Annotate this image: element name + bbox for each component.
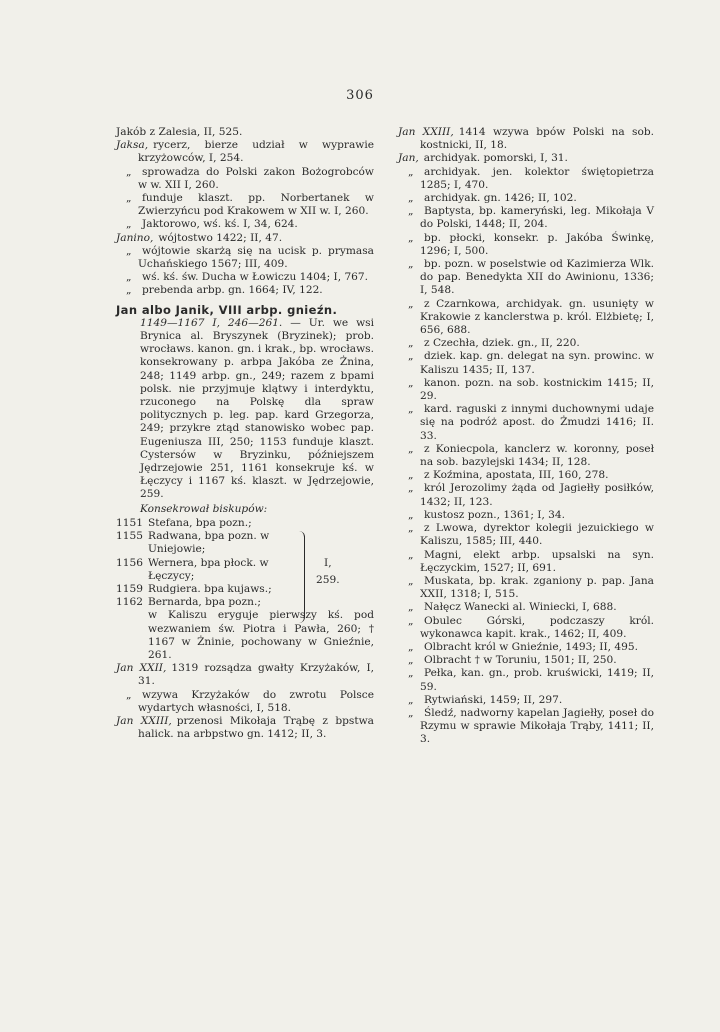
- entry-text: kustosz pozn., 1361; I, 34.: [424, 508, 566, 521]
- index-entry: [398, 549, 654, 575]
- index-entry: [116, 166, 374, 192]
- index-entry: [116, 192, 374, 218]
- bishop-row: [116, 596, 374, 609]
- index-entry: [398, 469, 654, 482]
- index-entry: [116, 139, 374, 165]
- entry-text: Baptysta, bp. kameryński, leg. Mikołaja V do Polski, 1448; II, 204.: [420, 205, 654, 231]
- index-entry: [398, 152, 654, 165]
- entry-prefix: „: [408, 350, 414, 363]
- entry-prefix: „: [126, 271, 132, 284]
- left-entries: [116, 126, 374, 298]
- entry-prefix: „: [408, 482, 414, 495]
- entry-text: rycerz, bierze udział w wyprawie krzyżowców, I, 254.: [138, 139, 374, 165]
- index-entry: [398, 615, 654, 641]
- entry-text: z Lwowa, dyrektor kolegii jezuickiego w Kaliszu, 1585; III, 440.: [420, 522, 654, 548]
- entry-prefix: „: [126, 165, 132, 178]
- index-entry: [398, 232, 654, 258]
- after-bishops-text: w Kaliszu eryguje pierwszy kś. pod wezwaniem św. Piotra i Pawła, 260; † 1167 w Żninie, pochowany w Gnieźnie, 261.: [148, 609, 374, 661]
- entry-prefix: „: [408, 442, 414, 455]
- entry-text: dziek. kap. gn. delegat na syn. prowinc. w Kaliszu 1435; II, 137.: [420, 350, 654, 376]
- entry-prefix: Jan XXIII,: [398, 126, 454, 138]
- bishop-year: 1155: [116, 530, 143, 543]
- entry-prefix: „: [408, 574, 414, 587]
- entry-text: archidyak. gn. 1426; II, 102.: [424, 192, 577, 205]
- entry-text: Rytwiański, 1459; II, 297.: [424, 693, 563, 706]
- index-entry: [398, 601, 654, 614]
- entry-text: kanon. pozn. na sob. kostnickim 1415; II, 29.: [420, 376, 654, 403]
- entry-text: Nałęcz Wanecki al. Winiecki, I, 688.: [424, 601, 617, 614]
- entry-text: z Koniecpola, kanclerz w. koronny, poseł na sob. bazylejski 1434; II, 128.: [420, 442, 654, 469]
- heading-title: Jan albo Janik, VIII arbp. gnieźn.: [116, 302, 338, 317]
- entry-text: Olbracht † w Toruniu, 1501; II, 250.: [424, 654, 617, 667]
- entry-text: kard. raguski z innymi duchownymi udaje się na podróż apost. do Żmudzi 1416; II. 33.: [420, 403, 654, 442]
- bishop-row: [116, 530, 374, 556]
- index-entry: [398, 350, 654, 376]
- entry-prefix: „: [408, 231, 414, 244]
- index-entry: [398, 575, 654, 601]
- entry-prefix: Jaksa,: [116, 139, 149, 152]
- entry-prefix: „: [408, 654, 414, 667]
- entry-prefix: Janino,: [116, 231, 154, 244]
- right-entries: [398, 126, 654, 747]
- index-entry: [398, 482, 654, 508]
- entry-text: Magni, elekt arbp. upsalski na syn. Łęczyckim, 1527; II, 691.: [420, 548, 654, 574]
- index-entry: [116, 662, 374, 688]
- bishop-year: 1159: [116, 582, 143, 595]
- entry-prefix: „: [408, 667, 414, 680]
- entry-text: Śledź, nadworny kapelan Jagiełły, poseł do Rzymu w sprawie Mikołaja Trąby, 1411; II, 3.: [420, 706, 654, 746]
- entry-prefix: „: [408, 522, 414, 535]
- index-entry: [398, 337, 654, 350]
- bishop-text: Radwana, bpa pozn. w Uniejowie;: [148, 530, 270, 556]
- heading-body: [116, 317, 374, 502]
- index-entry: [398, 403, 654, 443]
- index-entry: [398, 509, 654, 522]
- consecrated-title: Konsekrował biskupów:: [140, 502, 268, 515]
- entry-text: archidyak. pomorski, I, 31.: [423, 152, 568, 165]
- entry-text: z Koźmina, apostata, III, 160, 278.: [424, 469, 609, 482]
- bishops-list: [116, 517, 374, 609]
- index-entry: [398, 667, 654, 693]
- brace-label-volume: I,: [324, 556, 332, 569]
- right-column: [398, 126, 654, 747]
- index-entry: [398, 707, 654, 747]
- heading-text: — Ur. we wsi Brynica al. Bryszynek (Bryzinek); prob. wrocławs. kanon. gn. i krak., bp. wrocławs. konsekrowany p. arbpa Jakóba ze Żnina, 248; 1149 arbp. gn., 249; razem z bpami polsk. nie przyjmuje klątwy i interdyktu, rzuconego na Polskę dla spraw politycznych p. leg. pap. kard Grzegorza, 249; przykre ztąd stanowisko wobec pap. Eugeniusza III, 250; 1153 funduje klaszt. Cystersów w Bryzinku, późniejszem Jędrzejowie 251, 1161 konsekruje kś. w Łęczycy i 1167 kś. klaszt. w Jędrzejowie, 259.: [140, 316, 375, 501]
- entry-text: prebenda arbp. gn. 1664; IV, 122.: [142, 284, 323, 297]
- entry-prefix: „: [126, 244, 132, 257]
- entry-prefix: „: [126, 688, 132, 701]
- brace-symbol: [296, 531, 305, 623]
- entry-prefix: „: [408, 706, 414, 719]
- entry-text: z Czarnkowa, archidyak. gn. usunięty w Krakowie z kanclerstwa p. król. Elżbietę; I, 656, 688.: [420, 297, 654, 337]
- bishop-text: Rudgiera. bpa kujaws.;: [148, 582, 272, 595]
- index-entry: [116, 284, 374, 297]
- index-entry: [116, 689, 374, 715]
- entry-text: Muskata, bp. krak. zganiony p. pap. Jana XXII, 1318; I, 515.: [420, 574, 654, 601]
- entry-prefix: „: [408, 165, 414, 178]
- entry-text: wójtostwo 1422; II, 47.: [158, 231, 283, 244]
- entry-text: funduje klaszt. pp. Norbertanek w Zwierzyńcu pod Krakowem w XII w. I, 260.: [138, 192, 374, 218]
- entry-heading: [116, 304, 374, 317]
- entry-text: wzywa Krzyżaków do zwrotu Polsce wydartych własności, I, 518.: [138, 688, 374, 714]
- entry-text: 1414 wzywa bpów Polski na sob. kostnicki, II, 18.: [420, 126, 654, 152]
- index-entry: [398, 443, 654, 469]
- index-entry: [116, 126, 374, 139]
- page-number: 306: [346, 88, 374, 103]
- index-entry: [116, 271, 374, 284]
- bishop-text: Bernarda, bpa pozn.;: [148, 596, 261, 609]
- brace-label: [316, 555, 340, 589]
- index-entry: [398, 694, 654, 707]
- index-entry: [116, 218, 374, 231]
- index-entry: [398, 654, 654, 667]
- entry-prefix: „: [408, 469, 414, 482]
- bishop-row: [116, 517, 374, 530]
- entry-prefix: „: [408, 508, 414, 521]
- index-entry: [116, 715, 374, 741]
- entry-prefix: „: [408, 601, 414, 614]
- entry-prefix: „: [408, 376, 414, 389]
- index-entry: [116, 232, 374, 245]
- bishop-text: Stefana, bpa pozn.;: [148, 516, 252, 529]
- entry-text: Olbracht król w Gnieźnie, 1493; II, 495.: [424, 640, 638, 653]
- index-entry: [398, 298, 654, 338]
- index-entry: [398, 192, 654, 205]
- entry-text: Pełka, kan. gn., prob. kruświcki, 1419; II, 59.: [420, 667, 654, 693]
- entry-prefix: „: [408, 258, 414, 271]
- entry-prefix: Jan XXIII,: [116, 714, 172, 727]
- entry-prefix: Jan,: [398, 152, 419, 165]
- entry-text: Jakób z Zalesia, II, 525.: [116, 126, 243, 138]
- entry-text: wś. kś. św. Ducha w Łowiczu 1404; I, 767.: [142, 271, 369, 284]
- entry-prefix: „: [408, 640, 414, 653]
- entry-text: król Jerozolimy żąda od Jagiełły posiłków, 1432; II, 123.: [420, 482, 654, 508]
- entry-text: Jaktorowo, wś. kś. I, 34, 624.: [142, 218, 298, 231]
- index-entry: [398, 377, 654, 403]
- entry-prefix: „: [126, 218, 132, 231]
- left-column: [116, 126, 374, 741]
- entry-prefix: „: [408, 548, 414, 561]
- brace-label-page: 259.: [316, 573, 340, 586]
- index-entry: [398, 205, 654, 231]
- entry-text: wójtowie skarżą się na ucisk p. prymasa Uchańskiego 1567; III, 409.: [138, 244, 374, 271]
- index-entry: [398, 522, 654, 548]
- entry-prefix: „: [408, 192, 414, 205]
- index-entry: [398, 641, 654, 654]
- entry-text: archidyak. jen. kolektor świętopietrza 1285; I, 470.: [420, 165, 654, 191]
- entry-text: sprowadza do Polski zakon Bożogrobców w w. XII I, 260.: [138, 165, 374, 191]
- bishop-text: Wernera, bpa płock. w Łęczycy;: [148, 556, 269, 582]
- entry-text: 1319 rozsądza gwałty Krzyżaków, I, 31.: [138, 662, 374, 688]
- entry-text: z Czechła, dziek. gn., II, 220.: [424, 337, 580, 350]
- entry-prefix: „: [408, 693, 414, 706]
- entry-prefix: „: [408, 337, 414, 350]
- bishop-year: 1162: [116, 596, 143, 609]
- entry-prefix: „: [126, 284, 132, 297]
- entry-prefix: „: [408, 297, 414, 310]
- entry-text: przenosi Mikołaja Trąbę z bpstwa halick. na arbpstwo gn. 1412; II, 3.: [138, 714, 374, 741]
- index-entry: [398, 166, 654, 192]
- index-entry: [116, 245, 374, 271]
- bishop-year: 1156: [116, 556, 143, 569]
- entry-prefix: Jan XXII,: [116, 662, 167, 675]
- entry-text: Obulec Górski, podczaszy król. wykonawca kapit. krak., 1462; II, 409.: [420, 614, 654, 640]
- entry-text: bp. pozn. w poselstwie od Kazimierza Wlk. do pap. Benedykta XII do Awinionu, 1336; I, 548.: [420, 258, 654, 297]
- index-entry: [398, 258, 654, 298]
- entry-prefix: „: [408, 205, 414, 218]
- entry-prefix: „: [126, 192, 132, 205]
- index-entry: [398, 126, 654, 152]
- bishop-year: 1151: [116, 516, 143, 529]
- left-tail-entries: [116, 662, 374, 741]
- entry-prefix: „: [408, 403, 414, 416]
- entry-prefix: „: [408, 614, 414, 627]
- heading-dates: 1149—1167 I, 246—261.: [140, 316, 283, 329]
- entry-text: bp. płocki, konsekr. p. Jakóba Świnkę, 1296; I, 500.: [420, 231, 654, 257]
